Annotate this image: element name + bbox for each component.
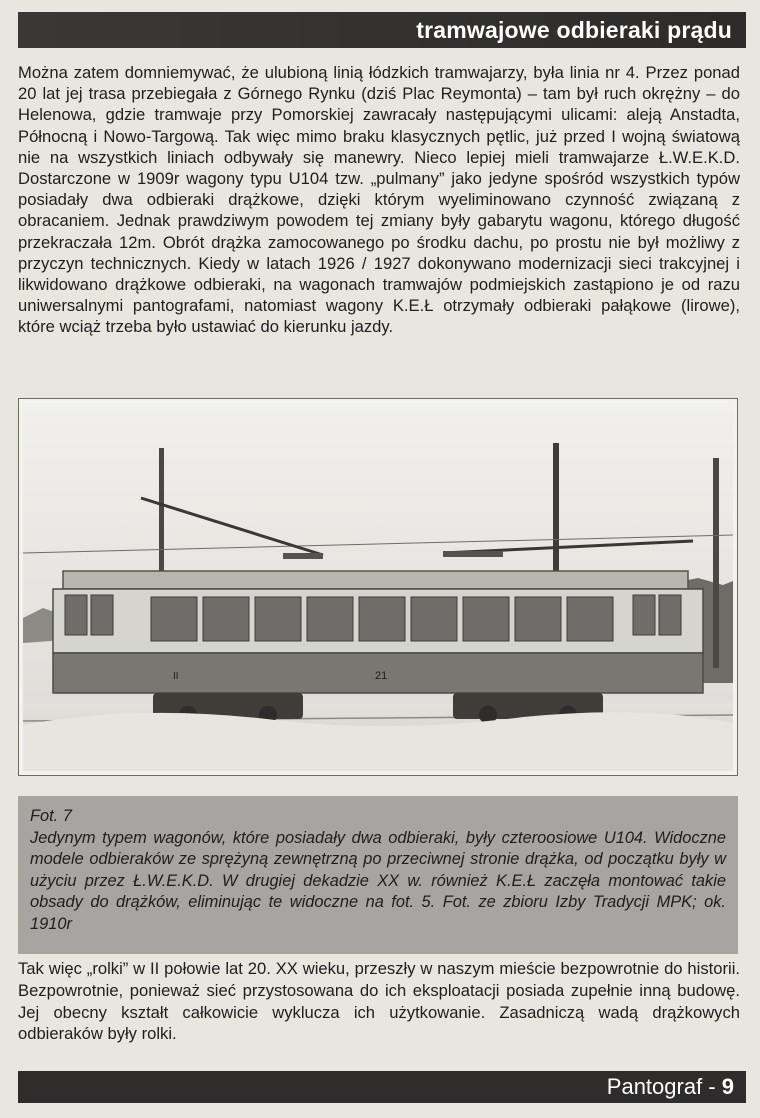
- article-paragraph-1: Można zatem domniemywać, że ulubioną linią łódzkich tramwajarzy, była linia nr 4. Przez ponad 20 lat jej trasa przebiegała z Górnego Rynku (dziś Plac Reymonta) – tam był ruch okrężny – do Helenowa, gdzie tramwaje przy Pomorskiej zawracały następującymi ulicami: aleją Anstadta, Północną i Nowo-Targową. Tak więc mimo braku klasycznych pętlic, już przed I wojną światową nie na wszystkich liniach odbywały się manewry. Nieco lepiej mieli tramwajarze Ł.W.E.K.D. Dostarczone w 1909r wagony typu U104 tzw. „pulmany” jako jedyne spośród wszystkich typów posiadały dwa odbieraki drążkowe, dzięki którym wyeliminowano czynność związaną z obracaniem. Jednak prawdziwym powodem tej zmiany były gabarytu wagonu, którego długość przekraczała 12m. Obrót drążka zamocowanego po środku dachu, po prostu nie był możliwy z przyczyn technicznych. Kiedy w latach 1926 / 1927 dokonywano modernizacji sieci trakcyjnej i likwidowano drążkowe odbieraki, na wagonach tramwajów podmiejskich zastąpiono je od razu uniwersalnymi pantografami, natomiast wagony K.E.Ł otrzymały odbieraki pałąkowe (lirowe), które wciąż trzeba było ustawiać do kierunku jazdy.: [18, 63, 740, 337]
- page-number: 9: [721, 1074, 734, 1099]
- tram-windows: [65, 595, 681, 641]
- footer-bar: [18, 1071, 746, 1103]
- article-paragraph-2: Tak więc „rolki” w II połowie lat 20. XX wieku, przeszły w naszym mieście bezpowrotnie do historii. Bezpowrotnie, ponieważ sieć przystosowana do ich eksploatacji posiada zupełnie inną budowę. Jej obecny kształt całkowicie wyklucza ich użytkowanie. Zasadniczą wadą drążkowych odbieraków były rolki.: [18, 959, 740, 1044]
- photo-caption: [18, 796, 738, 954]
- footer-page-label: [607, 1074, 734, 1100]
- article-body: [18, 62, 740, 338]
- tram-roof: [63, 571, 688, 589]
- magazine-name: Pantograf: [606, 1074, 703, 1099]
- tram-car-number: 21: [375, 670, 388, 682]
- footer-separator: -: [702, 1074, 722, 1099]
- trolley-base-2: [443, 551, 503, 557]
- photo-frame: [18, 398, 738, 776]
- overhead-mast: [713, 458, 719, 668]
- section-header-bar: [18, 12, 746, 48]
- caption-label: Fot. 7: [30, 807, 72, 825]
- section-title: tramwajowe odbieraki prądu: [416, 16, 732, 43]
- tram-side-mark: II: [173, 671, 179, 682]
- tram-photo: [23, 403, 733, 771]
- trolley-base-1: [283, 553, 323, 559]
- caption-text: Jedynym typem wagonów, które posiadały dwa odbieraki, były czteroosiowe U104. Widoczne modele odbieraków ze sprężyną zewnętrzną po przeciwnej stronie drążka, od początku były w użyciu przez Ł.W.E.K.D. W drugiej dekadzie XX w. również K.E.Ł zaczęła montować takie obsady do drążków, eliminując te widoczne na fot. 5. Fot. ze zbioru Izby Tradycji MPK; ok. 1910r: [30, 828, 726, 933]
